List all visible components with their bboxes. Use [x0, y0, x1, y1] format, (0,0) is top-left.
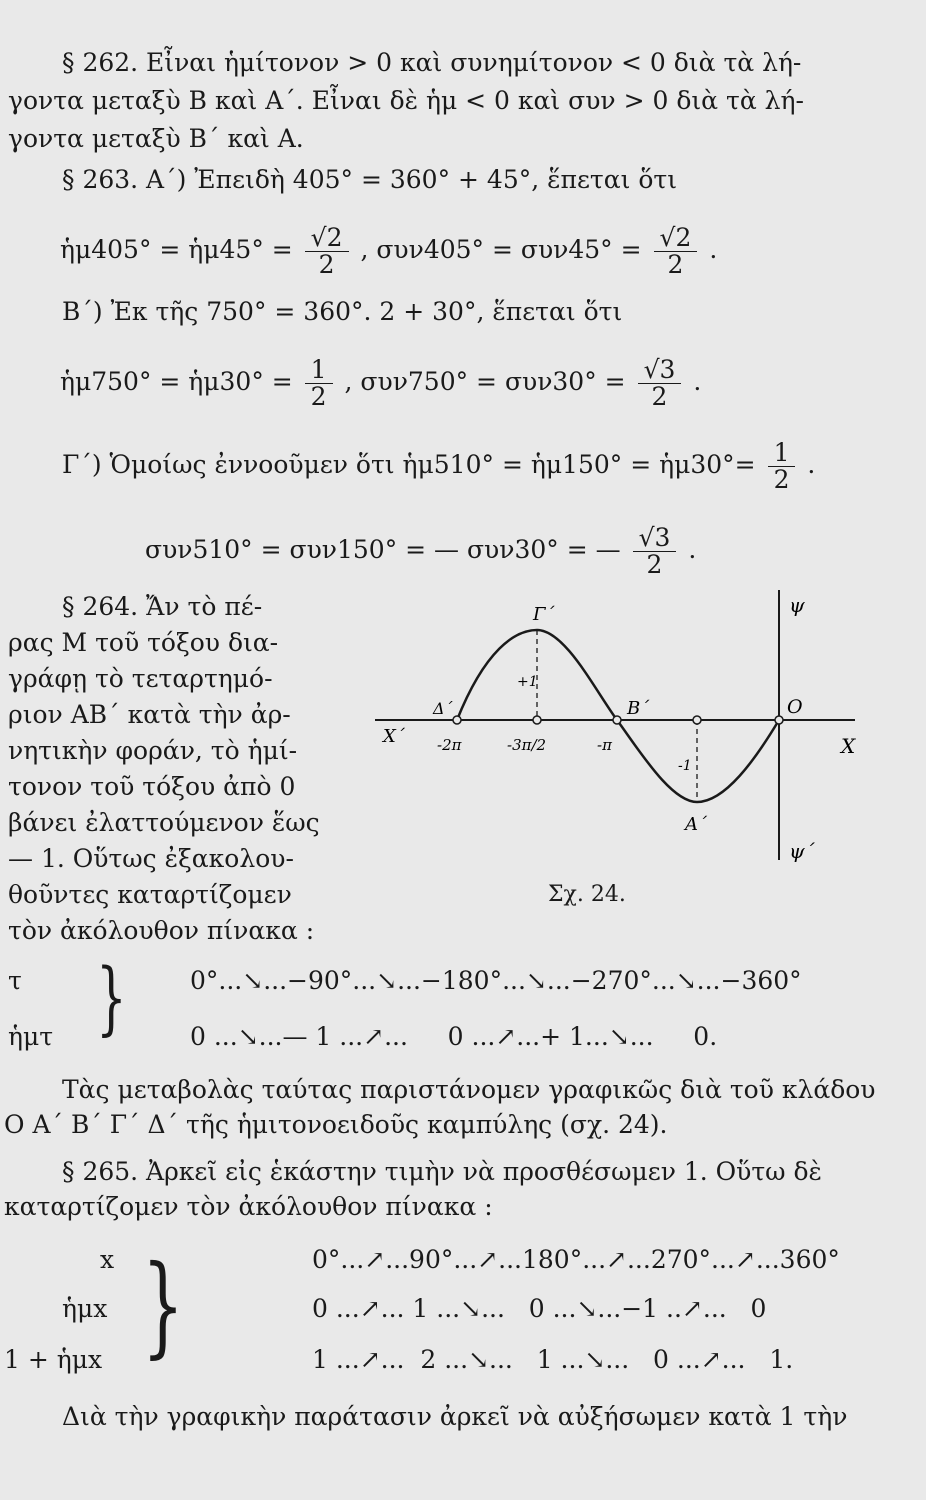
eqB-frac — [305, 357, 333, 410]
g-cos-end: . — [688, 535, 697, 564]
p265-line2: καταρτίζομεν τὸν ἀκόλουθον πίνακα : — [4, 1192, 493, 1221]
point-delta — [453, 716, 461, 724]
p264-line: § 264. Ἄν τὸ πέ- — [62, 592, 263, 621]
g-cos-den: 2 — [646, 550, 663, 579]
eqB-den2: 2 — [651, 382, 668, 411]
g-end: . — [807, 450, 816, 479]
g-num: 1 — [768, 440, 796, 467]
eqB-end: . — [693, 367, 702, 396]
table1-row1: 0°...↘...−90°...↘...−180°...↘...−270°...↘...−360° — [190, 966, 802, 995]
table1-brace: } — [96, 951, 127, 1044]
p262-line2: γοντα μεταξὺ Β καὶ Α΄. Εἶναι δὲ ἡμ < 0 καὶ συν > 0 διὰ τὰ λή- — [8, 86, 804, 115]
label-origin: O — [787, 696, 803, 718]
p263-eqA — [60, 225, 717, 278]
eqB-left: ἡμ750° = ἡμ30° = — [60, 367, 293, 396]
p264-line: γράφῃ τὸ τεταρτημό- — [8, 664, 273, 693]
eqA-mid: , συν405° = συν45° = — [360, 235, 642, 264]
eqA-den: 2 — [318, 250, 335, 279]
table2-r1: 0°...↗...90°...↗...180°...↗...270°...↗...360° — [312, 1245, 840, 1274]
p264-line: τὸν ἀκόλουθον πίνακα : — [8, 916, 315, 945]
last-line: Διὰ τὴν γραφικὴν παράτασιν ἀρκεῖ νὰ αὐξήσωμεν κατὰ 1 τὴν — [62, 1402, 848, 1431]
g-den: 2 — [773, 465, 790, 494]
table2-r3: 1 ...↗... 2 ...↘... 1 ...↘... 0 ...↗... 1. — [312, 1345, 794, 1374]
p264-line: νητικὴν φοράν, τὸ ἡμί- — [8, 736, 298, 765]
after-table1-line1: Τὰς μεταβολὰς ταύτας παριστάνομεν γραφικῶς διὰ τοῦ κλάδου — [62, 1075, 876, 1104]
eqB-num2: √3 — [638, 357, 682, 384]
figure-caption: Σχ. 24. — [548, 882, 626, 907]
g-line: Γ΄) Ὁμοίως ἐννοοῦμεν ὅτι ἡμ510° = ἡμ150° = ἡμ30°= — [62, 450, 756, 479]
g-cos-num: √3 — [633, 525, 677, 552]
point-beta — [613, 716, 621, 724]
label-x: X — [841, 734, 856, 758]
label-beta: Β΄ — [627, 698, 650, 719]
label-delta: Δ΄ — [433, 699, 453, 718]
p263-b-intro: Β΄) Ἐκ τῆς 750° = 360°. 2 + 30°, ἕπεται ὅτι — [62, 297, 623, 326]
eqB-mid: , συν750° = συν30° = — [344, 367, 626, 396]
eqA-frac — [305, 225, 349, 278]
p263-g-cos — [145, 525, 696, 578]
label-minus-one: -1 — [678, 758, 692, 774]
p262-line1: § 262. Εἶναι ἡμίτονον > 0 καὶ συνημίτονον < 0 διὰ τὰ λή- — [62, 48, 802, 77]
eqA-num2: √2 — [654, 225, 698, 252]
p263-g — [62, 440, 815, 493]
eqB-frac2 — [638, 357, 682, 410]
after-table1-line2: Ο Α΄ Β΄ Γ΄ Δ΄ τῆς ἡμιτονοειδοῦς καμπύλης (σχ. 24). — [4, 1110, 668, 1139]
g-cos-frac — [633, 525, 677, 578]
eqA-frac2 — [654, 225, 698, 278]
p264-line: — 1. Οὕτως ἐξακολου- — [8, 844, 294, 873]
eqA-den2: 2 — [667, 250, 684, 279]
table2-r2: 0 ...↗... 1 ...↘... 0 ...↘...−1 ..↗... 0 — [312, 1294, 767, 1323]
p265-line1: § 265. Ἀρκεῖ εἰς ἑκάστην τιμὴν νὰ προσθέσωμεν 1. Οὕτω δὲ — [62, 1157, 822, 1186]
table1-row2-label: ἡμτ — [8, 1022, 54, 1051]
p263-eqB — [60, 357, 701, 410]
point-origin — [775, 716, 783, 724]
eqA-left: ἡμ405° = ἡμ45° = — [60, 235, 293, 264]
label-neg-pi: -π — [597, 736, 612, 754]
g-cos: συν510° = συν150° = — συν30° = — — [145, 535, 621, 564]
label-neg-3pi2: -3π/2 — [507, 736, 547, 754]
eqA-num: √2 — [305, 225, 349, 252]
eqA-end: . — [709, 235, 718, 264]
p264-line: ρας Μ τοῦ τόξου δια- — [8, 628, 279, 657]
label-x-prime: X΄ — [383, 726, 405, 747]
p262-line3: γοντα μεταξὺ Β΄ καὶ Α. — [8, 124, 304, 153]
p264-line: θοῦντες καταρτίζομεν — [8, 880, 292, 909]
table1-row1-label: τ — [8, 966, 22, 995]
eqB-num: 1 — [305, 357, 333, 384]
table2-brace: } — [142, 1241, 184, 1369]
point-neg-pi2 — [693, 716, 701, 724]
label-neg-2pi: -2π — [437, 736, 462, 754]
eqB-den: 2 — [310, 382, 327, 411]
label-plus-one: +1 — [517, 674, 538, 690]
sine-curve-figure — [375, 590, 865, 890]
label-psi: ψ — [789, 593, 805, 617]
table2-r3-label: 1 + ἡμx — [4, 1345, 103, 1374]
p264-line: τονον τοῦ τόξου ἀπὸ 0 — [8, 772, 296, 801]
table2-r1-label: x — [100, 1245, 115, 1274]
g-frac — [768, 440, 796, 493]
p264-line: ριον ΑΒ΄ κατὰ τὴν ἀρ- — [8, 700, 291, 729]
label-psi-prime: ψ΄ — [789, 839, 815, 863]
table2-r2-label: ἡμx — [62, 1294, 108, 1323]
p263-intro: § 263. Α΄) Ἐπειδὴ 405° = 360° + 45°, ἕπεται ὅτι — [62, 165, 678, 194]
label-alpha: Α΄ — [685, 814, 707, 835]
point-neg-3pi2 — [533, 716, 541, 724]
table1-row2: 0 ...↘...— 1 ...↗... 0 ...↗...+ 1...↘... 0. — [190, 1022, 718, 1051]
p264-line: βάνει ἐλαττούμενον ἕως — [8, 808, 320, 837]
label-gamma: Γ΄ — [533, 604, 555, 625]
